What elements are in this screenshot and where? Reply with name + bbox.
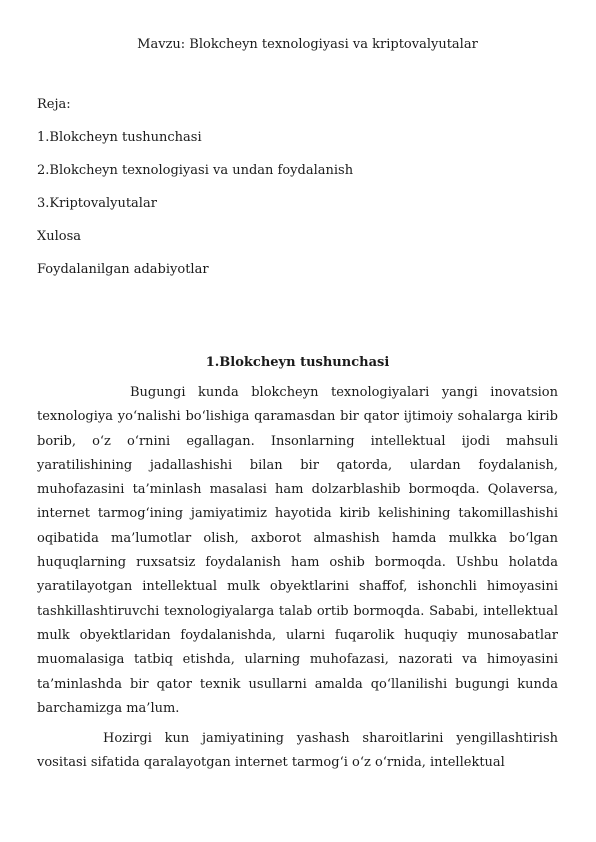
plan-item: 1.Blokcheyn tushunchasi <box>37 130 202 145</box>
plan-item: 2.Blokcheyn texnologiyasi va undan foydalanish <box>37 163 354 178</box>
plan-item: 3.Kriptovalyutalar <box>37 196 157 211</box>
section-heading: 1.Blokcheyn tushunchasi <box>205 355 390 370</box>
plan-heading: Reja: <box>37 97 71 112</box>
plan-list <box>37 97 558 278</box>
document-title: Mavzu: Blokcheyn texnologiyasi va kriptovalyutalar <box>137 37 478 52</box>
body-paragraph: Bugungi kunda blokcheyn texnologiyalari yangi inovatsion texnologiya yo‘nalishi bo‘lishiga qaramasdan bir qator ijtimoiy sohalarga kirib borib, o‘z o‘rnini egallagan. Insonlarning intellektual ijodi mahsuli yaratilishining jadallashishi bilan bir qatorda, ulardan foydalanish, muhofazasini ta’minlash masalasi ham dolzarblashib bormoqda. Qolaversa, internet tarmog‘ining jamiyatimiz hayotida kirib kelishining takomillashishi oqibatida ma’lumotlar olish, axborot almashish hamda mulkka bo‘lgan huquqlarning ruxsatsiz foydalanish ham oshib bormoqda. Ushbu holatda yaratilayotgan intellektual mulk obyektlarini shaffof, ishonchli himoyasini tashkillashtiruvchi texnologiyalarga talab ortib bormoqda. Sababi, intellektual mulk obyektlaridan foydalanishda, ularni fuqarolik huquqiy munosabatlar muomalasiga tatbiq etishda, ularning muhofazasi, nazorati va himoyasini ta’minlashda bir qator texnik usullarni amalda qo‘llanilishi bugungi kunda barchamizga ma’lum. <box>37 385 558 716</box>
plan-item: Xulosa <box>37 229 82 244</box>
body-paragraph: Hozirgi kun jamiyatining yashash sharoitlarini yengillashtirish vositasi sifatida qaralayotgan internet tarmog‘i o‘z o‘rnida, intellektual <box>37 731 558 771</box>
plan-item: Foydalanilgan adabiyotlar <box>37 262 209 277</box>
